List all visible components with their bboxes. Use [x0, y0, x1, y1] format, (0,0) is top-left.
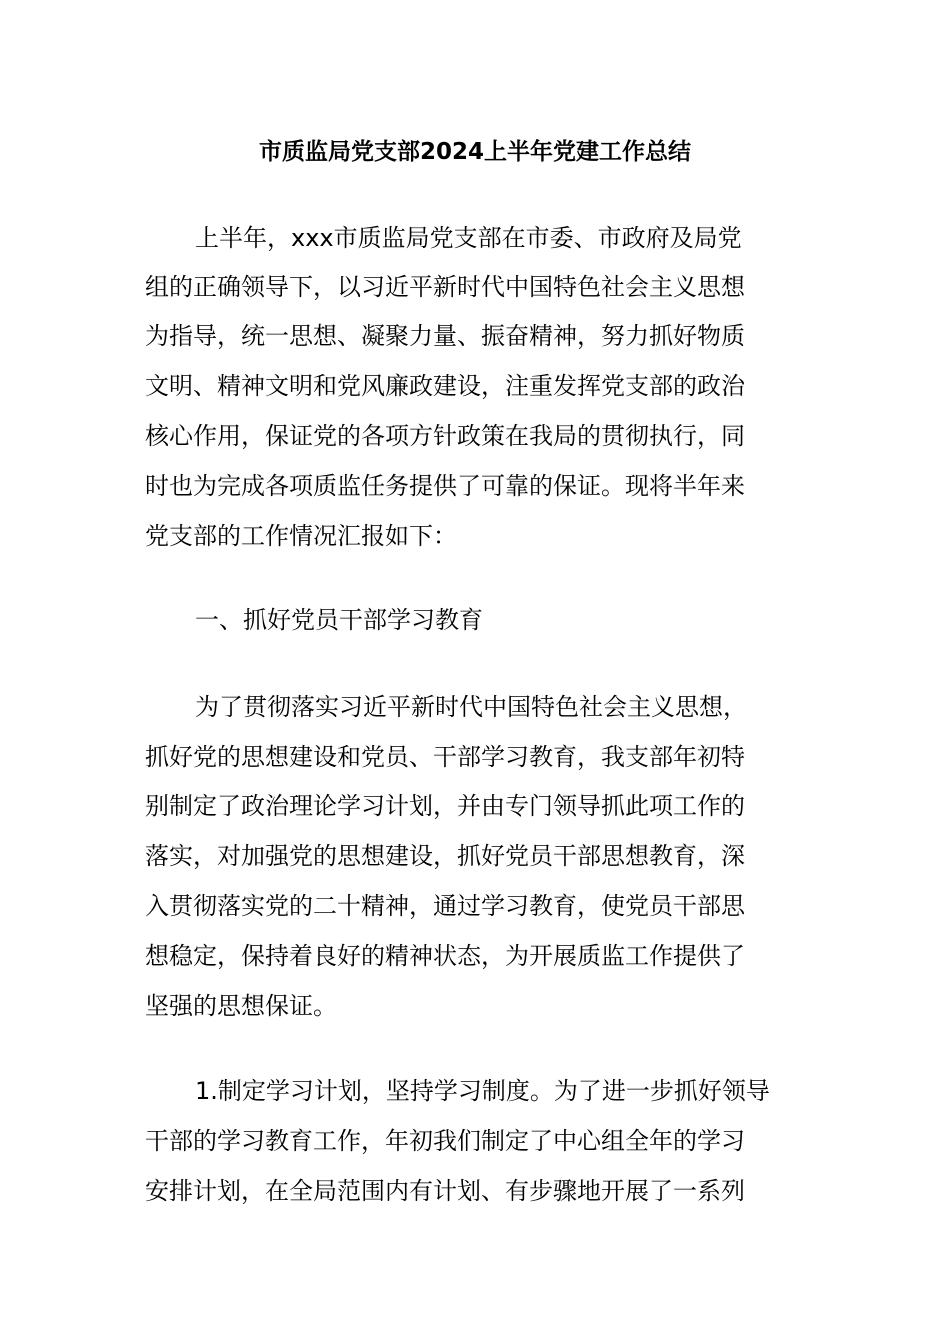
paragraph-2-line-2: 抓好党的思想建设和党员、干部学习教育，我支部年初特	[145, 743, 745, 771]
section-heading-1: 一、抓好党员干部学习教育	[195, 606, 483, 634]
paragraph-2-line-5: 入贯彻落实党的二十精神，通过学习教育，使党员干部思	[145, 892, 745, 920]
paragraph-2-line-4: 落实，对加强党的思想建设，抓好党员干部思想教育，深	[145, 842, 745, 870]
paragraph-2-line-3: 别制定了政治理论学习计划，并由专门领导抓此项工作的	[145, 792, 745, 820]
paragraph-1-line-3: 为指导，统一思想、凝聚力量、振奋精神，努力抓好物质	[145, 322, 745, 350]
paragraph-2-line-7: 坚强的思想保证。	[145, 992, 337, 1020]
paragraph-3-line-1: 1.制定学习计划，坚持学习制度。为了进一步抓好领导	[195, 1077, 770, 1105]
paragraph-3-line-3: 安排计划，在全局范围内有计划、有步骤地开展了一系列	[145, 1177, 745, 1205]
paragraph-1-line-1: 上半年，xxx市质监局党支部在市委、市政府及局党	[195, 224, 742, 252]
paragraph-1-line-7: 党支部的工作情况汇报如下：	[145, 522, 457, 550]
paragraph-1-line-2: 组的正确领导下，以习近平新时代中国特色社会主义思想	[145, 273, 745, 301]
paragraph-1-line-5: 核心作用，保证党的各项方针政策在我局的贯彻执行，同	[145, 422, 745, 450]
paragraph-2-line-1: 为了贯彻落实习近平新时代中国特色社会主义思想，	[195, 693, 747, 721]
paragraph-1-line-4: 文明、精神文明和党风廉政建设，注重发挥党支部的政治	[145, 372, 745, 400]
document-title: 市质监局党支部2024上半年党建工作总结	[258, 139, 691, 165]
paragraph-2-line-6: 想稳定，保持着良好的精神状态，为开展质监工作提供了	[145, 942, 745, 970]
paragraph-3-line-2: 干部的学习教育工作，年初我们制定了中心组全年的学习	[145, 1127, 745, 1155]
paragraph-1-line-6: 时也为完成各项质监任务提供了可靠的保证。现将半年来	[145, 472, 745, 500]
